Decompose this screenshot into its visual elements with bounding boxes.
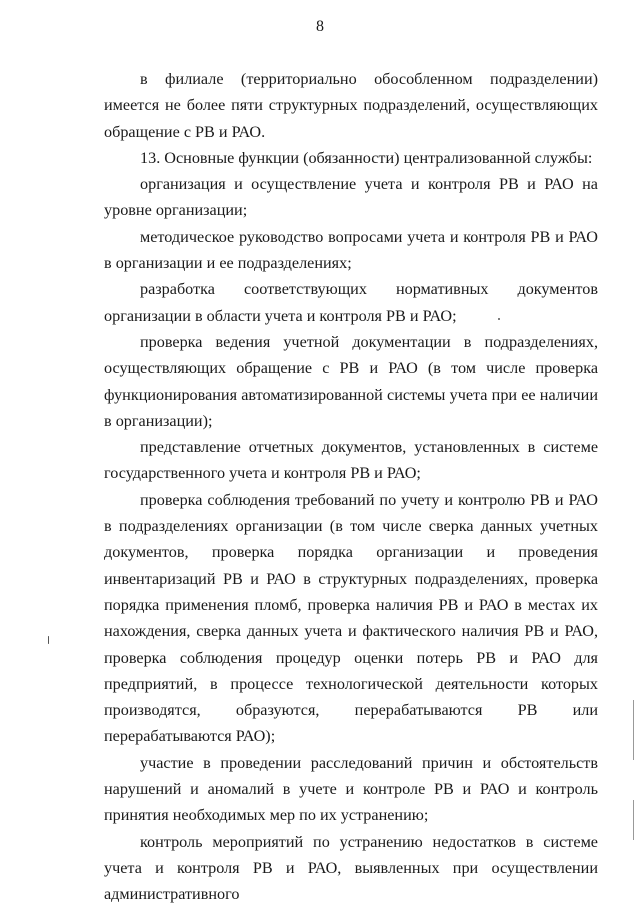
page-number: 8 xyxy=(316,18,324,35)
scan-speck xyxy=(48,636,49,644)
paragraph-methodical-guidance: методическое руководство вопросами учета и контроля РВ и РАО в организации и ее подразделениях; xyxy=(104,227,598,273)
paragraph-investigations: участие в проведении расследований причин и обстоятельств нарушений и аномалий в учете и контроле РВ и РАО и контроль принятия необходимых мер по их устранению; xyxy=(104,753,598,825)
document-body xyxy=(104,66,598,908)
scan-edge-mark xyxy=(633,800,634,840)
paragraph-documentation-check: проверка ведения учетной документации в подразделениях, осуществляющих обращение с РВ и РАО (в том числе проверка функционирования автоматизированной системы учета при ее наличии в организации); xyxy=(104,332,598,430)
paragraph-compliance-check: проверка соблюдения требований по учету и контролю РВ и РАО в подразделениях организации (в том числе сверка данных учетных документов, проверка порядка организации и проведения инвентаризаций РВ и РАО в структурных подразделениях, проверка порядка применения пломб, проверка наличия РВ и РАО в местах их нахождения, сверка данных учета и фактического наличия РВ и РАО, проверка соблюдения процедур оценки потерь РВ и РАО для предприятий, в процессе технологической деятельности которых производятся, образуются, перерабатываются РВ или перерабатываются РАО); xyxy=(104,490,598,746)
scan-speck xyxy=(498,318,500,320)
paragraph-deficiency-control: контроль мероприятий по устранению недостатков в системе учета и контроля РВ и РАО, выявленных при осуществлении административного xyxy=(104,832,598,904)
paragraph-organization-accounting: организация и осуществление учета и контроля РВ и РАО на уровне организации; xyxy=(104,175,598,220)
paragraph-branch-units: в филиале (территориально обособленном подразделении) имеется не более пяти структурных подразделений, осуществляющих обращение с РВ и РАО. xyxy=(104,70,598,141)
paragraph-normative-documents: разработка соответствующих нормативных документов организации в области учета и контроля РВ и РАО; xyxy=(104,280,598,325)
scan-edge-mark xyxy=(633,700,634,760)
paragraph-reporting: представление отчетных документов, установленных в системе государственного учета и контроля РВ и РАО; xyxy=(104,438,598,483)
paragraph-section-13-heading: 13. Основные функции (обязанности) централизованной службы: xyxy=(140,148,593,167)
